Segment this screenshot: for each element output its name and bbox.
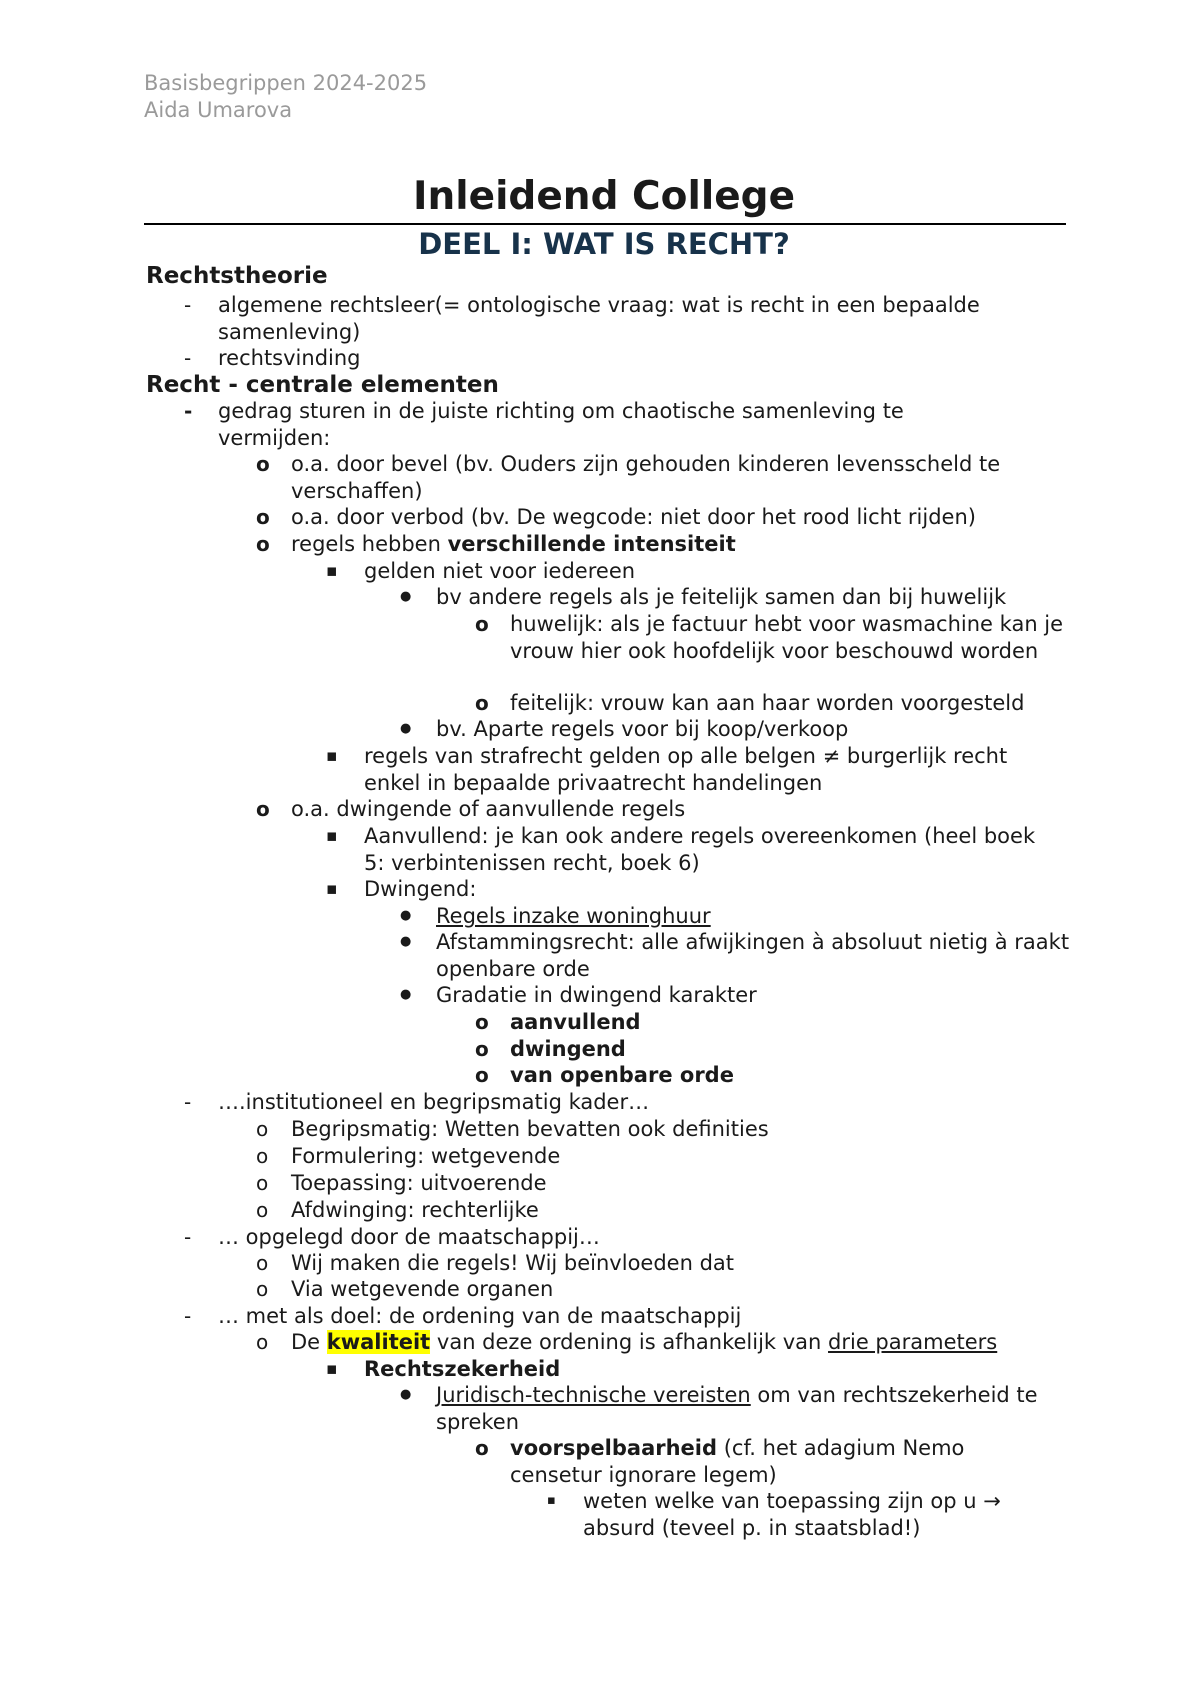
circle-marker: o xyxy=(256,1330,269,1354)
page-header xyxy=(144,70,427,124)
circle-marker: o xyxy=(256,1198,269,1222)
circle-marker: o xyxy=(256,1251,269,1275)
list-item: ▪ regels van strafrecht gelden op alle belgen ≠ burgerlijk recht enkel in bepaalde privaatrecht handelingen xyxy=(326,744,1008,795)
list-item: o Formulering: wetgevende xyxy=(256,1144,561,1168)
list-item: ● bv andere regels als je feitelijk samen dan bij huwelijk xyxy=(400,585,1007,609)
bullet-marker: ● xyxy=(400,908,412,923)
list-item: ● Afstammingsrecht: alle afwijkingen à absoluut nietig à raakt openbare orde xyxy=(400,930,1070,981)
list-item: o voorspelbaarheid (cf. het adagium Nemo censetur ignorare legem) xyxy=(475,1436,965,1487)
list-item: o De kwaliteit van deze ordening is afhankelijk van drie parameters xyxy=(256,1330,998,1354)
bullet-marker: ● xyxy=(400,934,412,949)
list-item: o o.a. door verbod (bv. De wegcode: niet door het rood licht rijden) xyxy=(256,505,976,529)
course-name: Basisbegrippen 2024-2025 xyxy=(144,71,428,95)
circle-marker: o xyxy=(475,612,489,636)
section-heading-rechtstheorie: Rechtstheorie xyxy=(146,263,328,289)
circle-marker: o xyxy=(256,1117,269,1141)
dash-marker: - xyxy=(184,1225,192,1249)
list-item: - … opgelegd door de maatschappij… xyxy=(184,1225,600,1249)
bullet-marker: ● xyxy=(400,589,412,604)
list-item: ▪ gelden niet voor iedereen xyxy=(326,559,636,583)
list-item: - rechtsvinding xyxy=(184,346,361,370)
list-item: ▪ weten welke van toepassing zijn op u → absurd (teveel p. in staatsblad!) xyxy=(547,1489,1001,1540)
list-item: o Wij maken die regels! Wij beïnvloeden dat xyxy=(256,1251,734,1275)
list-item: - gedrag sturen in de juiste richting om chaotische samenleving te vermijden: xyxy=(184,399,904,450)
bullet-marker: ● xyxy=(400,1387,412,1402)
circle-marker: o xyxy=(475,1010,489,1034)
dash-marker: - xyxy=(184,1304,192,1328)
dash-marker: - xyxy=(184,1090,192,1114)
circle-marker: o xyxy=(475,1063,489,1087)
square-marker: ▪ xyxy=(326,1359,338,1379)
list-item: o o.a. dwingende of aanvullende regels xyxy=(256,797,686,821)
circle-marker: o xyxy=(256,1277,269,1301)
list-item: o o.a. door bevel (bv. Ouders zijn gehouden kinderen levensscheld te verschaffen) xyxy=(256,452,1001,503)
list-item: ▪ Rechtszekerheid xyxy=(326,1357,561,1381)
square-marker: ▪ xyxy=(326,561,338,581)
circle-marker: o xyxy=(256,1144,269,1168)
list-item: - … met als doel: de ordening van de maatschappij xyxy=(184,1304,742,1328)
list-item: ● Gradatie in dwingend karakter xyxy=(400,983,757,1007)
list-item: - ….institutioneel en begripsmatig kader… xyxy=(184,1090,650,1114)
list-item: o regels hebben verschillende intensiteit xyxy=(256,532,736,556)
list-item: o Via wetgevende organen xyxy=(256,1277,554,1301)
circle-marker: o xyxy=(256,797,270,821)
circle-marker: o xyxy=(256,452,270,476)
circle-marker: o xyxy=(475,1436,489,1460)
bullet-marker: ● xyxy=(400,987,412,1002)
list-item: o aanvullend xyxy=(475,1010,641,1034)
circle-marker: o xyxy=(256,1171,269,1195)
list-item: o Begripsmatig: Wetten bevatten ook definities xyxy=(256,1117,769,1141)
list-item: o huwelijk: als je factuur hebt voor wasmachine kan je vrouw hier ook hoofdelijk voor beschouwd worden xyxy=(475,612,1064,663)
dash-marker: - xyxy=(184,346,192,370)
list-item: - algemene rechtsleer(= ontologische vraag: wat is recht in een bepaalde samenleving) xyxy=(184,293,980,344)
title-underline xyxy=(144,223,1066,225)
list-item: ▪ Aanvullend: je kan ook andere regels overeenkomen (heel boek 5: verbintenissen recht, boek 6) xyxy=(326,824,1036,875)
bullet-marker: ● xyxy=(400,721,412,736)
dash-marker: - xyxy=(184,399,193,423)
section-heading-recht-centrale-elementen: Recht - centrale elementen xyxy=(146,372,499,398)
document-title: Inleidend College xyxy=(412,174,796,219)
small-square-marker: ▪ xyxy=(547,1493,556,1508)
square-marker: ▪ xyxy=(326,879,338,899)
list-item: ● Regels inzake woninghuur xyxy=(400,904,711,928)
square-marker: ▪ xyxy=(326,826,338,846)
dash-marker: - xyxy=(184,293,192,317)
list-item: ● bv. Aparte regels voor bij koop/verkoop xyxy=(400,717,849,741)
highlighted-term: kwaliteit xyxy=(326,1330,431,1354)
list-item: ▪ Dwingend: xyxy=(326,877,477,901)
circle-marker: o xyxy=(256,505,270,529)
circle-marker: o xyxy=(475,691,489,715)
list-item: o dwingend xyxy=(475,1037,626,1061)
circle-marker: o xyxy=(475,1037,489,1061)
author-name: Aida Umarova xyxy=(144,98,293,122)
list-item: o Afdwinging: rechterlijke xyxy=(256,1198,539,1222)
list-item: ● Juridisch-technische vereisten om van rechtszekerheid te spreken xyxy=(400,1383,1038,1434)
list-item: o feitelijk: vrouw kan aan haar worden voorgesteld xyxy=(475,691,1025,715)
list-item: o Toepassing: uitvoerende xyxy=(256,1171,547,1195)
list-item: o van openbare orde xyxy=(475,1063,734,1087)
square-marker: ▪ xyxy=(326,746,338,766)
circle-marker: o xyxy=(256,532,270,556)
document-subtitle: DEEL I: WAT IS RECHT? xyxy=(418,227,790,261)
